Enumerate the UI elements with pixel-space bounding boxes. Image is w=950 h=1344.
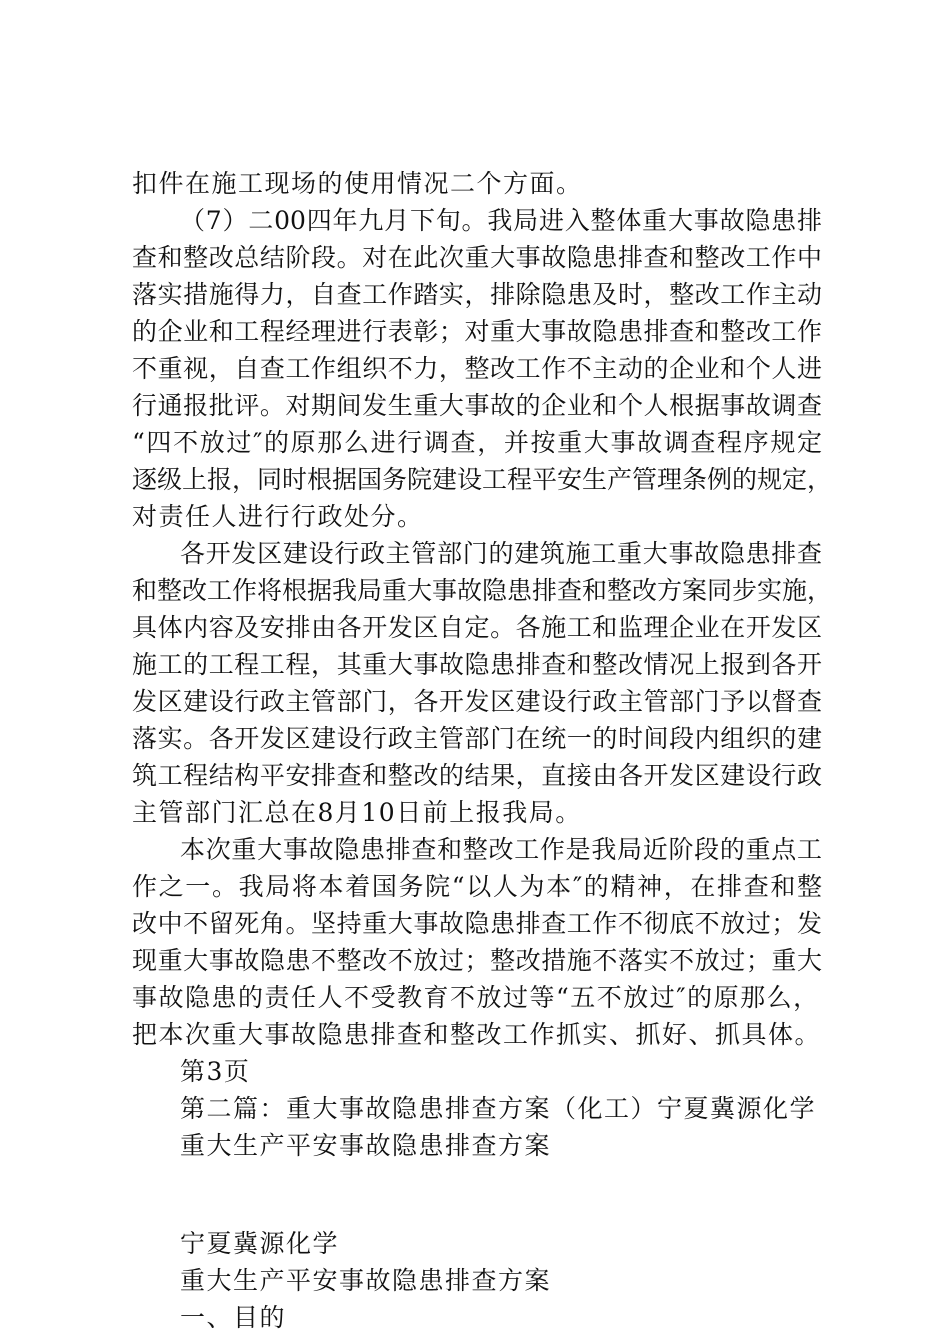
section-title: 第二篇：重大事故隐患排查方案（化工）宁夏冀源化学	[180, 1094, 817, 1123]
text-line: 落实。各开发区建设行政主管部门在统一的时间段内组织的建	[132, 724, 822, 753]
text-line: 的企业和工程经理进行表彰；对重大事故隐患排查和整改工作	[132, 317, 822, 346]
text-line: 施工的工程工程，其重大事故隐患排查和整改情况上报到各开	[132, 650, 822, 679]
page-number: 第3页	[180, 1057, 251, 1086]
text-line: 发区建设行政主管部门，各开发区建设行政主管部门予以督查	[132, 687, 822, 716]
heading: 重大生产平安事故隐患排查方案	[180, 1266, 552, 1295]
text-line: 改中不留死角。坚持重大事故隐患排查工作不彻底不放过；发	[132, 909, 822, 938]
text-line: 对责任人进行行政处分。	[132, 502, 424, 531]
text-line: 筑工程结构平安排查和整改的结果，直接由各开发区建设行政	[132, 761, 822, 790]
text-line: 查和整改总结阶段。对在此次重大事故隐患排查和整改工作中	[132, 243, 822, 272]
text-line: 扣件在施工现场的使用情况二个方面。	[132, 169, 583, 198]
section-title: 重大生产平安事故隐患排查方案	[180, 1131, 552, 1160]
text-line: 主管部门汇总在8月10日前上报我局。	[132, 798, 582, 827]
text-line: （7）二00四年九月下旬。我局进入整体重大事故隐患排	[180, 206, 822, 235]
text-line: 行通报批评。对期间发生重大事故的企业和个人根据事故调查	[132, 391, 822, 420]
text-line: 各开发区建设行政主管部门的建筑施工重大事故隐患排查	[180, 539, 822, 568]
heading: 一、目的	[180, 1303, 287, 1332]
text-line: 把本次重大事故隐患排查和整改工作抓实、抓好、抓具体。	[132, 1020, 822, 1049]
text-line: 具体内容及安排由各开发区自定。各施工和监理企业在开发区	[132, 613, 822, 642]
text-line: 不重视，自查工作组织不力，整改工作不主动的企业和个人进	[132, 354, 822, 383]
text-line: 逐级上报，同时根据国务院建设工程平安生产管理条例的规定，	[132, 465, 833, 494]
text-line: 现重大事故隐患不整改不放过；整改措施不落实不放过；重大	[132, 946, 822, 975]
text-line: 和整改工作将根据我局重大事故隐患排查和整改方案同步实施，	[132, 576, 833, 605]
text-line: 本次重大事故隐患排查和整改工作是我局近阶段的重点工	[180, 835, 822, 864]
text-line: 事故隐患的责任人不受教育不放过等“五不放过″的原那么，	[132, 983, 820, 1012]
text-line: 作之一。我局将本着国务院“以人为本″的精神，在排查和整	[132, 872, 822, 901]
text-line: “四不放过″的原那么进行调查，并按重大事故调查程序规定	[132, 428, 822, 457]
text-line: 落实措施得力，自查工作踏实，排除隐患及时，整改工作主动	[132, 280, 822, 309]
heading: 宁夏冀源化学	[180, 1229, 340, 1258]
